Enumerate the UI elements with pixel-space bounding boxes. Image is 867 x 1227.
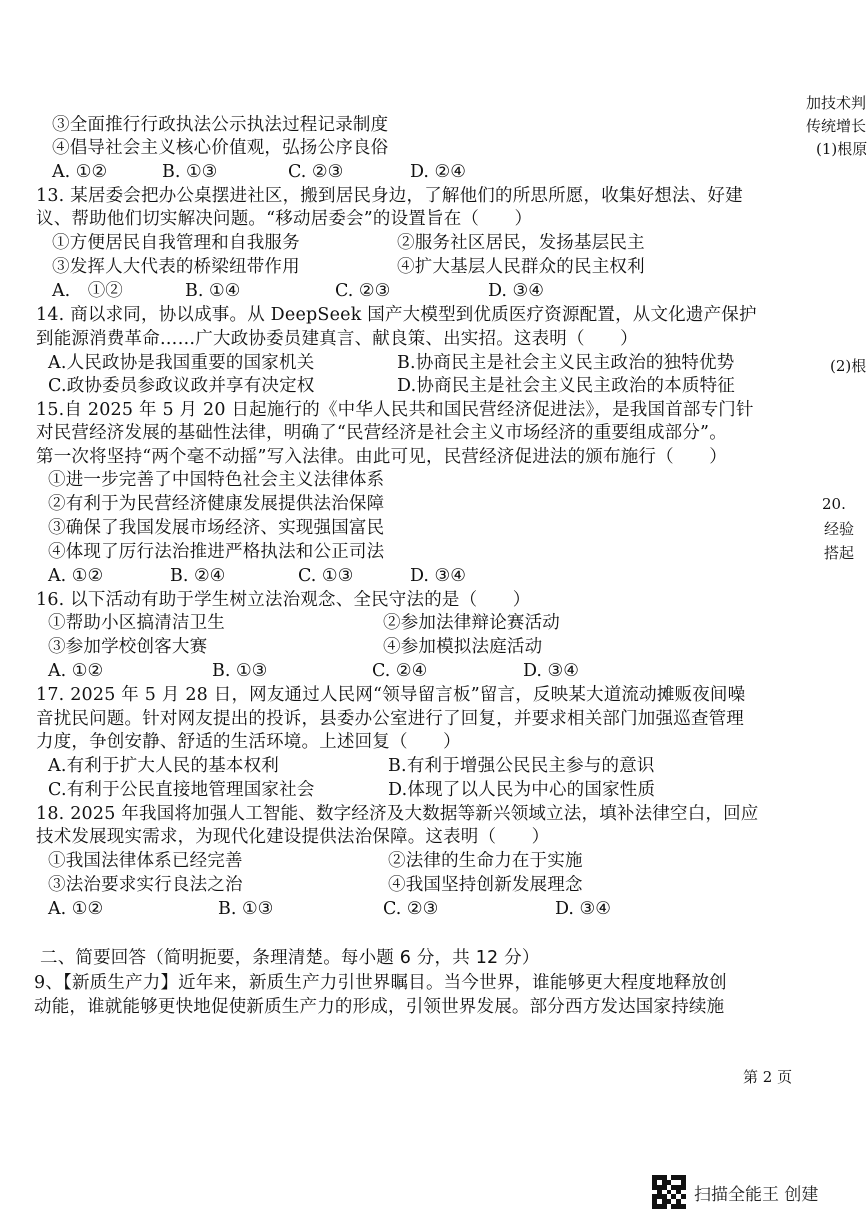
question-17-text: 17. 2025 年 5 月 28 日，网友通过人民网“领导留言板”留言，反映某大道流动摊贩夜间噪	[36, 685, 746, 705]
option: B. ①③	[212, 661, 268, 681]
option: A. ①②	[48, 566, 104, 586]
question-14-text: 到能源消费革命……广大政协委员建真言、献良策、出实招。这表明（ ）	[36, 329, 638, 349]
side-fragment: 搭起	[824, 544, 855, 562]
question-16-text: 16. 以下活动有助于学生树立法治观念、全民守法的是（ ）	[36, 590, 531, 610]
statement: ②参加法律辩论赛活动	[383, 613, 560, 633]
option: B. ①③	[162, 162, 218, 182]
side-fragment: 加技术判	[806, 94, 867, 112]
option: A. ①②	[52, 162, 108, 182]
page-number: 第 2 页	[743, 1068, 793, 1086]
section-heading: 二、简要回答（简明扼要，条理清楚。每小题 6 分，共 12 分）	[40, 948, 540, 968]
side-fragment: 20.	[822, 495, 846, 513]
option: A.有利于扩大人民的基本权利	[48, 756, 279, 776]
statement: ①进一步完善了中国特色社会主义法律体系	[48, 470, 385, 490]
option: C.有利于公民直接地管理国家社会	[48, 780, 315, 800]
statement: ③全面推行行政执法公示执法过程记录制度	[52, 115, 389, 135]
option: D.协商民主是社会主义民主政治的本质特征	[397, 376, 735, 396]
option: D.体现了以人民为中心的国家性质	[388, 780, 656, 800]
statement: ④倡导社会主义核心价值观，弘扬公序良俗	[52, 138, 389, 158]
side-fragment: 经验	[824, 520, 855, 538]
question-18-text: 18. 2025 年我国将加强人工智能、数字经济及大数据等新兴领域立法，填补法律空白，回应	[36, 804, 759, 824]
option: A.人民政协是我国重要的国家机关	[48, 353, 315, 373]
option: C. ②③	[383, 899, 439, 919]
question-13-text: 13. 某居委会把办公桌摆进社区，搬到居民身边，了解他们的所思所愿，收集好想法、好建	[36, 186, 743, 206]
option: C.政协委员参政议政并享有决定权	[48, 376, 315, 396]
question-19-text: 9、【新质生产力】近年来，新质生产力引世界瞩目。当今世界，谁能够更大程度地释放创	[34, 973, 727, 993]
statement: ①我国法律体系已经完善	[48, 851, 243, 871]
statement: ④参加模拟法庭活动	[383, 637, 543, 657]
question-13-text: 议、帮助他们切实解决问题。“移动居委会”的设置旨在（ ）	[36, 209, 533, 229]
question-17-text: 力度，争创安静、舒适的生活环境。上述回复（ ）	[36, 732, 461, 752]
option: B. ①④	[185, 281, 241, 301]
statement: ④扩大基层人民群众的民主权利	[397, 257, 645, 277]
option: A. ①②	[52, 281, 123, 301]
option: D. ③④	[410, 566, 466, 586]
statement: ④体现了厉行法治推进严格执法和公正司法	[48, 542, 385, 562]
statement: ②法律的生命力在于实施	[388, 851, 583, 871]
option: D. ③④	[555, 899, 611, 919]
question-18-text: 技术发展现实需求，为现代化建设提供法治保障。这表明（ ）	[36, 827, 550, 847]
statement: ①帮助小区搞清洁卫生	[48, 613, 225, 633]
question-14-text: 14. 商以求同，协以成事。从 DeepSeek 国产大模型到优质医疗资源配置，从文化遗产保护	[36, 305, 757, 325]
statement: ③确保了我国发展市场经济、实现强国富民	[48, 518, 385, 538]
option: C. ①③	[298, 566, 354, 586]
statement: ③法治要求实行良法之治	[48, 875, 243, 895]
option: B.有利于增强公民民主参与的意识	[388, 756, 655, 776]
side-fragment: (1)根原	[816, 140, 867, 158]
option: C. ②③	[288, 162, 344, 182]
question-15-text: 15.自 2025 年 5 月 20 日起施行的《中华人民共和国民营经济促进法》，是我国首部专门针	[36, 400, 754, 420]
option: D. ③④	[523, 661, 579, 681]
option: A. ①②	[48, 661, 104, 681]
watermark-text: 扫描全能王 创建	[694, 1184, 819, 1205]
question-17-text: 音扰民问题。针对网友提出的投诉，县委办公室进行了回复，并要求相关部门加强巡查管理	[36, 709, 744, 729]
statement: ③发挥人大代表的桥梁纽带作用	[52, 257, 300, 277]
question-19-text: 动能，谁就能够更快地促使新质生产力的形成，引领世界发展。部分西方发达国家持续施	[34, 997, 725, 1017]
side-fragment: (2)根	[830, 357, 867, 375]
option: C. ②③	[335, 281, 391, 301]
statement: ①方便居民自我管理和自我服务	[52, 233, 300, 253]
option: D. ②④	[410, 162, 466, 182]
statement: ④我国坚持创新发展理念	[388, 875, 583, 895]
statement: ②服务社区居民，发扬基层民主	[397, 233, 645, 253]
option: B. ②④	[170, 566, 226, 586]
option: A. ①②	[48, 899, 104, 919]
option: D. ③④	[488, 281, 544, 301]
scanner-watermark	[652, 1174, 818, 1210]
question-15-text: 对民营经济发展的基础性法律，明确了“民营经济是社会主义市场经济的重要组成部分”。	[36, 423, 727, 443]
question-15-text: 第一次将坚持“两个毫不动摇”写入法律。由此可见，民营经济促进法的颁布施行（ ）	[36, 447, 727, 467]
option: B. ①③	[218, 899, 274, 919]
statement: ②有利于为民营经济健康发展提供法治保障	[48, 494, 385, 514]
side-fragment: 传统增长	[806, 117, 867, 135]
qr-code-icon	[652, 1175, 686, 1209]
statement: ③参加学校创客大赛	[48, 637, 208, 657]
option: C. ②④	[372, 661, 428, 681]
option: B.协商民主是社会主义民主政治的独特优势	[397, 353, 735, 373]
